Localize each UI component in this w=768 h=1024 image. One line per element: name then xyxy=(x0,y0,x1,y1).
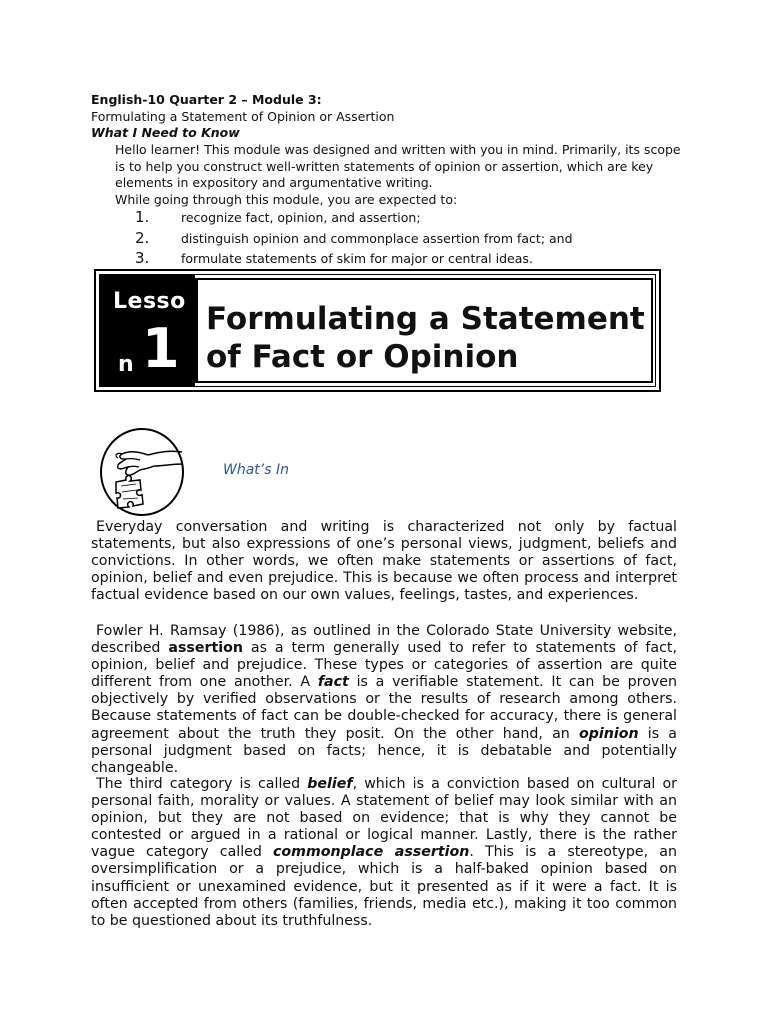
term-commonplace-assertion: commonplace assertion xyxy=(273,844,470,861)
paragraph-2-text-d: is a personal judgment based on facts; hence, it is debatable and potentially changeable. xyxy=(91,725,677,776)
paragraph-2 xyxy=(91,623,677,777)
hand-puzzle-piece-icon xyxy=(96,422,188,520)
lesson-label-bottom: n xyxy=(118,352,134,377)
lesson-title-line-1: Formulating a Statement xyxy=(206,301,645,337)
lesson-banner-inner xyxy=(99,274,656,387)
paragraph-1-text: Everyday conversation and writing is characterized not only by factual statements, but also expressions of one’s personal views, judgment, beliefs and convictions. In other words, we often make statements or assertions of fact, opinion, belief and even prejudice. This is because we often process and interpret factual evidence based on our own values, feelings, tastes, and experiences. xyxy=(91,519,677,604)
intro-expected: While going through this module, you are expected to: xyxy=(115,191,458,207)
list-item-number: 3. xyxy=(135,249,150,267)
list-item xyxy=(135,208,695,229)
paragraph-3-text-a: The third category is called xyxy=(96,776,308,792)
term-assertion: assertion xyxy=(168,640,243,657)
module-title: English-10 Quarter 2 – Module 3: xyxy=(91,92,322,107)
paragraph-3-text-b: , which is a conviction based on cultural or personal faith, morality or values. A statement of belief may look similar with an opinion, but they are not based on evidence; that is why they cannot be contested or argued in a rational or logical manner. Lastly, there is the rather vague category called xyxy=(91,776,677,861)
intro-text xyxy=(115,142,685,208)
term-fact: fact xyxy=(317,674,349,691)
paragraph-2-text-b: as a term generally used to refer to statements of fact, opinion, belief and prejudice. These types or categories of assertion are quite different from one another. A xyxy=(91,640,677,691)
list-item xyxy=(135,249,695,270)
list-item-number: 2. xyxy=(135,228,150,247)
lesson-title-box xyxy=(195,278,653,383)
module-header xyxy=(91,92,691,142)
module-subtitle: Formulating a Statement of Opinion or Assertion xyxy=(91,108,395,124)
paragraph-1 xyxy=(91,519,677,604)
list-item-text: formulate statements of skim for major or central ideas. xyxy=(181,251,533,266)
paragraph-3 xyxy=(91,776,677,930)
term-opinion: opinion xyxy=(578,725,639,742)
list-item-text: recognize fact, opinion, and assertion; xyxy=(181,210,421,225)
list-item-number: 1. xyxy=(135,208,150,226)
lesson-title-line-2: of Fact or Opinion xyxy=(206,339,519,375)
intro-greeting: Hello learner! This module was designed and written with you in mind. Primarily, its scope is to help you construct well-written statements of opinion or assertion, which are key elements in expository and argumentative writing. xyxy=(115,142,681,190)
lesson-title xyxy=(206,300,656,376)
section-heading: What I Need to Know xyxy=(91,125,240,140)
lesson-number-block xyxy=(100,275,195,386)
objectives-list xyxy=(135,208,695,270)
term-belief: belief xyxy=(307,776,353,792)
list-item-text: distinguish opinion and commonplace assertion from fact; and xyxy=(181,230,573,246)
whats-in-heading: What’s In xyxy=(223,462,289,478)
list-item xyxy=(135,229,695,250)
lesson-label-top: Lesso xyxy=(113,289,186,314)
lesson-banner xyxy=(94,269,661,392)
paragraph-3-text-c: . This is a stereotype, an oversimplification or a prejudice, which is a half-baked opinion based on insufficient or unexamined evidence, but it presented as if it were a fact. It is often accepted from others (families, friends, media etc.), making it too common to be questioned about its truthfulness. xyxy=(91,844,677,929)
lesson-number: 1 xyxy=(142,317,180,380)
paragraph-2-text-a: Fowler H. Ramsay (1986), as outlined in the Colorado State University website, described xyxy=(91,623,677,657)
paragraph-2-text-c: is a verifiable statement. It can be proven objectively by verified observations or the results of research among others. Because statements of fact can be double-checked for accuracy, there is general agreement about the truth they posit. On the other hand, an xyxy=(91,674,677,742)
